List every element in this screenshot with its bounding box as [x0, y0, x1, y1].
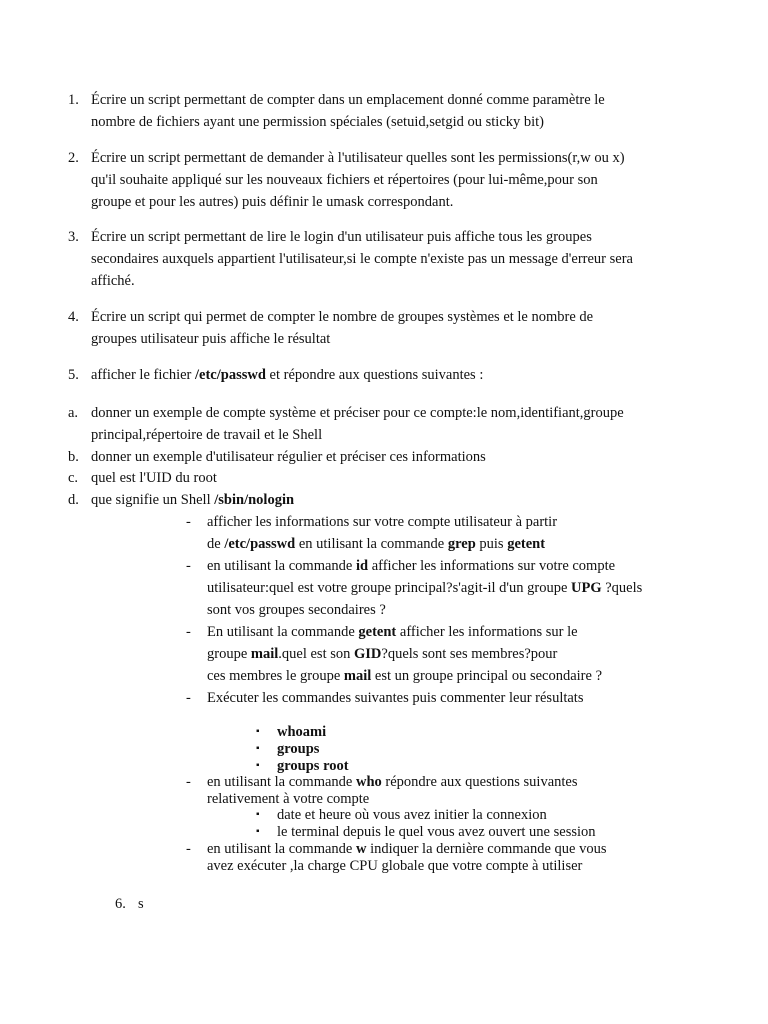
item-4-line-1: Écrire un script qui permet de compter le nombre de groupes systèmes et le nombre de	[91, 309, 594, 325]
dash-marker: -	[186, 558, 191, 574]
who-question-1: date et heure où vous avez initier la connexion	[277, 807, 547, 823]
subitem-d-text: que signifie un Shell /sbin/nologin	[91, 492, 295, 508]
dash-marker: -	[186, 774, 191, 790]
item-1-line-2: nombre de fichiers ayant une permission spéciales (setuid,setgid ou sticky bit)	[91, 114, 545, 130]
dash-2-line-2: utilisateur:quel est votre groupe principal?s'agit-il d'un groupe UPG ?quels	[207, 580, 643, 596]
item-3-line-3: affiché.	[91, 273, 135, 289]
dash-marker: -	[186, 624, 191, 640]
bullet-square-icon: ▪	[256, 743, 260, 754]
bullet-square-icon: ▪	[256, 809, 260, 820]
subitem-a-line-1: donner un exemple de compte système et préciser pour ce compte:le nom,identifiant,groupe	[91, 405, 624, 421]
item-5-line-1: afficher le fichier /etc/passwd et répondre aux questions suivantes :	[91, 367, 484, 383]
subitem-letter: a.	[68, 405, 79, 421]
subitem-a-line-2: principal,répertoire de travail et le Shell	[91, 427, 323, 443]
item-number: 6.	[115, 896, 126, 912]
item-number: 3.	[68, 229, 79, 245]
item-number: 5.	[68, 367, 79, 383]
bullet-square-icon: ▪	[256, 760, 260, 771]
command-groups-root: groups root	[277, 758, 349, 774]
dash-marker: -	[186, 690, 191, 706]
dash-1-line-2: de /etc/passwd en utilisant la commande grep puis getent	[207, 536, 546, 552]
dash-3-line-3: ces membres le groupe mail est un groupe principal ou secondaire ?	[207, 668, 603, 684]
dash-1-line-1: afficher les informations sur votre compte utilisateur à partir	[207, 514, 558, 530]
item-3-line-1: Écrire un script permettant de lire le login d'un utilisateur puis affiche tous les groupes	[91, 229, 592, 245]
dash-5-line-1: en utilisant la commande who répondre aux questions suivantes	[207, 774, 578, 790]
subitem-letter: b.	[68, 449, 79, 465]
bullet-square-icon: ▪	[256, 726, 260, 737]
dash-6-line-2: avez exécuter ,la charge CPU globale que votre compte à utiliser	[207, 858, 583, 874]
item-number: 4.	[68, 309, 79, 325]
item-3-line-2: secondaires auxquels appartient l'utilisateur,si le compte n'existe pas un message d'erreur sera	[91, 251, 633, 267]
item-4-line-2: groupes utilisateur puis affiche le résultat	[91, 331, 331, 347]
dash-5-line-2: relativement à votre compte	[207, 791, 370, 807]
item-2-line-3: groupe et pour les autres) puis définir le umask correspondant.	[91, 194, 454, 210]
subitem-letter: c.	[68, 470, 79, 486]
dash-2-line-3: sont vos groupes secondaires ?	[207, 602, 386, 618]
item-number: 1.	[68, 92, 79, 108]
bullet-square-icon: ▪	[256, 826, 260, 837]
item-2-line-2: qu'il souhaite appliqué sur les nouveaux fichiers et répertoires (pour lui-même,pour son	[91, 172, 598, 188]
subitem-letter: d.	[68, 492, 79, 508]
item-2-line-1: Écrire un script permettant de demander à l'utilisateur quelles sont les permissions(r,w ou x)	[91, 150, 625, 166]
item-number: 2.	[68, 150, 79, 166]
dash-2-line-1: en utilisant la commande id afficher les informations sur votre compte	[207, 558, 616, 574]
subitem-c-text: quel est l'UID du root	[91, 470, 217, 486]
dash-marker: -	[186, 841, 191, 857]
subitem-b-text: donner un exemple d'utilisateur régulier et préciser ces informations	[91, 449, 486, 465]
command-groups: groups	[277, 741, 320, 757]
item-6-text: s	[138, 896, 144, 912]
dash-3-line-1: En utilisant la commande getent afficher les informations sur le	[207, 624, 578, 640]
dash-3-line-2: groupe mail.quel est son GID?quels sont ses membres?pour	[207, 646, 558, 662]
who-question-2: le terminal depuis le quel vous avez ouvert une session	[277, 824, 596, 840]
dash-marker: -	[186, 514, 191, 530]
dash-6-line-1: en utilisant la commande w indiquer la dernière commande que vous	[207, 841, 607, 857]
command-whoami: whoami	[277, 724, 327, 740]
item-1-line-1: Écrire un script permettant de compter dans un emplacement donné comme paramètre le	[91, 92, 605, 108]
dash-4-line-1: Exécuter les commandes suivantes puis commenter leur résultats	[207, 690, 584, 706]
